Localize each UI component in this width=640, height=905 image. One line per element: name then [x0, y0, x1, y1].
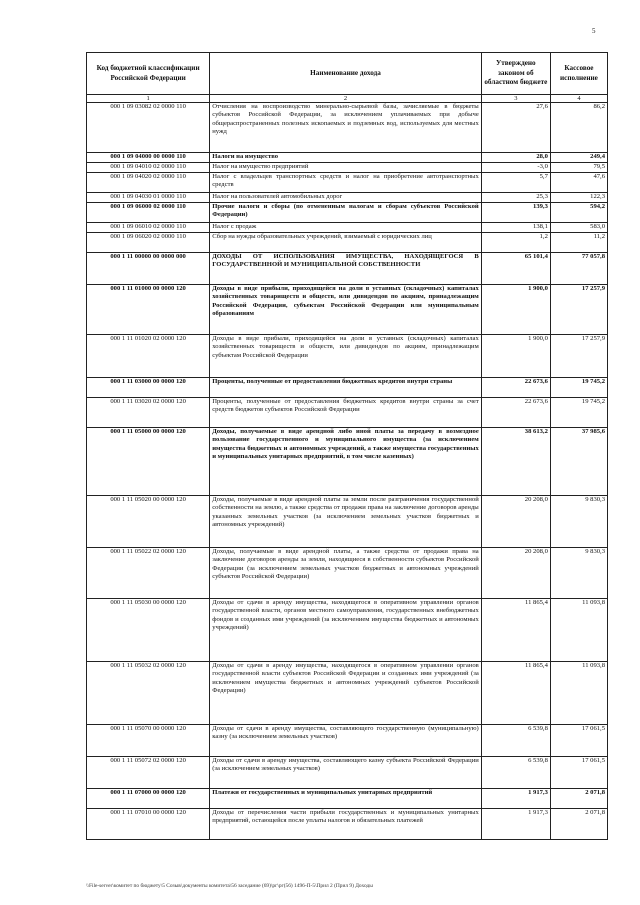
execution-amount-cell: 11 093,8	[550, 662, 607, 725]
table-row	[87, 757, 608, 789]
approved-amount-cell: 6 539,8	[481, 725, 550, 757]
revenue-name-cell: Отчисления на воспроизводство минерально-сырьевой базы, зачисляемые в бюджеты субъектов Российской Федерации, за исключением уплачиваемых при добыче общераспространенных полезных ископаемых и подземных вод, используемых для местных нужд	[210, 103, 482, 153]
approved-amount-cell: 1,2	[481, 233, 550, 253]
approved-amount-cell: 6 539,8	[481, 757, 550, 789]
approved-amount-cell: 5,7	[481, 173, 550, 193]
revenue-name-cell: Доходы от сдачи в аренду имущества, находящегося в оперативном управлении органов государственной власти, органов местного самоуправления, государственных внебюджетных фондов и созданных ими учреждений (за исключением имущества бюджетных и автономных учреждений)	[210, 599, 482, 662]
table-row	[87, 203, 608, 223]
execution-amount-cell: 122,3	[550, 193, 607, 203]
revenue-name-cell: Прочие налоги и сборы (по отмененным налогам и сборам субъектов Российской Федерации)	[210, 203, 482, 223]
approved-amount-cell: 11 865,4	[481, 599, 550, 662]
approved-amount-cell: 22 673,6	[481, 398, 550, 428]
column-number: 2	[210, 95, 482, 103]
budget-code-cell: 000 1 11 01020 02 0000 120	[87, 335, 210, 378]
revenue-name-cell: Доходы, получаемые в виде арендной платы, а также средства от продажи права на заключение договоров аренды за земли, находящиеся в собственности субъектов Российской Федерации (за исключением земельных участков бюджетных и автономных учреждений субъектов Российской Федерации)	[210, 548, 482, 599]
budget-code-cell: 000 1 11 03000 00 0000 120	[87, 378, 210, 398]
revenue-name-cell: ДОХОДЫ ОТ ИСПОЛЬЗОВАНИЯ ИМУЩЕСТВА, НАХОДЯЩЕГОСЯ В ГОСУДАРСТВЕННОЙ И МУНИЦИПАЛЬНОЙ СОБСТВЕННОСТИ	[210, 253, 482, 285]
execution-amount-cell: 37 985,6	[550, 428, 607, 496]
execution-amount-cell: 79,5	[550, 163, 607, 173]
budget-code-cell: 000 1 11 07010 00 0000 120	[87, 809, 210, 840]
file-path-footer: \\File-server\комитет по бюджету\5 Созыв\документы комитета\56 заседание (69)\рг\рг(56) 1496-П-5\Прил 2 (Прил 9) Доходы	[86, 883, 373, 889]
execution-amount-cell: 17 061,5	[550, 757, 607, 789]
revenue-name-cell: Доходы, получаемые в виде арендной либо иной платы за передачу в возмездное пользование государственного и муниципального имущества (за исключением имущества бюджетных и автономных учреждений, а также имущества государственных и муниципальных унитарных предприятий, в том числе казенных)	[210, 428, 482, 496]
table-row	[87, 398, 608, 428]
table-row	[87, 153, 608, 163]
execution-amount-cell: 17 257,9	[550, 335, 607, 378]
approved-amount-cell: 139,3	[481, 203, 550, 223]
header-code: Код бюджетной классификации Российской Федерации	[87, 53, 210, 95]
table-body	[87, 103, 608, 840]
budget-code-cell: 000 1 11 07000 00 0000 120	[87, 789, 210, 809]
table-row	[87, 789, 608, 809]
approved-amount-cell: 1 900,0	[481, 285, 550, 335]
revenue-name-cell: Доходы от сдачи в аренду имущества, находящегося в оперативном управлении органов государственной власти субъектов Российской Федерации и созданных ими учреждений (за исключением имущества бюджетных и автономных учреждений субъектов Российской Федерации)	[210, 662, 482, 725]
revenue-name-cell: Доходы от сдачи в аренду имущества, составляющего государственную (муниципальную) казну (за исключением земельных участков)	[210, 725, 482, 757]
approved-amount-cell: 27,6	[481, 103, 550, 153]
table-row	[87, 599, 608, 662]
revenue-name-cell: Доходы, получаемые в виде арендной платы за земли после разграничения государственной собственности на землю, а также средства от продажи права на заключение договоров аренды указанных земельных участков (за исключением земельных участков бюджетных и автономных учреждений)	[210, 496, 482, 548]
revenue-name-cell: Налог на имущество предприятий	[210, 163, 482, 173]
revenue-name-cell: Налог на пользователей автомобильных дорог	[210, 193, 482, 203]
budget-code-cell: 000 1 09 04010 02 0000 110	[87, 163, 210, 173]
column-number-row	[87, 95, 608, 103]
revenue-name-cell: Налог с владельцев транспортных средств и налог на приобретение автотранспортных средств	[210, 173, 482, 193]
budget-code-cell: 000 1 11 05072 02 0000 120	[87, 757, 210, 789]
revenue-name-cell: Доходы в виде прибыли, приходящейся на доли в уставных (складочных) капиталах хозяйственных товариществ и обществ, или дивидендов по акциям, принадлежащим субъектам Российской Федерации	[210, 335, 482, 378]
approved-amount-cell: 28,0	[481, 153, 550, 163]
approved-amount-cell: 38 613,2	[481, 428, 550, 496]
column-number: 3	[481, 95, 550, 103]
revenue-name-cell: Платежи от государственных и муниципальных унитарных предприятий	[210, 789, 482, 809]
revenue-name-cell: Сбор на нужды образовательных учреждений, взимаемый с юридических лиц	[210, 233, 482, 253]
table-row	[87, 233, 608, 253]
table-row	[87, 163, 608, 173]
execution-amount-cell: 77 057,8	[550, 253, 607, 285]
execution-amount-cell: 583,0	[550, 223, 607, 233]
table-row	[87, 285, 608, 335]
table-row	[87, 548, 608, 599]
budget-code-cell: 000 1 11 05022 02 0000 120	[87, 548, 210, 599]
execution-amount-cell: 11 093,8	[550, 599, 607, 662]
execution-amount-cell: 249,4	[550, 153, 607, 163]
approved-amount-cell: -3,0	[481, 163, 550, 173]
approved-amount-cell: 22 673,6	[481, 378, 550, 398]
table-row	[87, 496, 608, 548]
execution-amount-cell: 86,2	[550, 103, 607, 153]
budget-code-cell: 000 1 11 05000 00 0000 120	[87, 428, 210, 496]
table-row	[87, 662, 608, 725]
header-execution: Кассовое исполнение	[550, 53, 607, 95]
column-number: 4	[550, 95, 607, 103]
page-number: 5	[592, 27, 596, 35]
table-row	[87, 173, 608, 193]
execution-amount-cell: 19 745,2	[550, 378, 607, 398]
table-row	[87, 223, 608, 233]
approved-amount-cell: 20 208,0	[481, 496, 550, 548]
approved-amount-cell: 11 865,4	[481, 662, 550, 725]
table-row	[87, 335, 608, 378]
approved-amount-cell: 1 900,0	[481, 335, 550, 378]
revenue-name-cell: Проценты, полученные от предоставления бюджетных кредитов внутри страны за счет средств бюджетов субъектов Российской Федерации	[210, 398, 482, 428]
budget-code-cell: 000 1 11 00000 00 0000 000	[87, 253, 210, 285]
execution-amount-cell: 9 830,3	[550, 548, 607, 599]
budget-code-cell: 000 1 09 04020 02 0000 110	[87, 173, 210, 193]
table-row	[87, 253, 608, 285]
execution-amount-cell: 47,6	[550, 173, 607, 193]
budget-code-cell: 000 1 09 06020 02 0000 110	[87, 233, 210, 253]
budget-code-cell: 000 1 11 05020 00 0000 120	[87, 496, 210, 548]
budget-code-cell: 000 1 11 01000 00 0000 120	[87, 285, 210, 335]
execution-amount-cell: 17 061,5	[550, 725, 607, 757]
budget-code-cell: 000 1 11 05070 00 0000 120	[87, 725, 210, 757]
column-number: 1	[87, 95, 210, 103]
execution-amount-cell: 9 830,3	[550, 496, 607, 548]
table-row	[87, 428, 608, 496]
revenue-name-cell: Доходы от перечисления части прибыли государственных и муниципальных унитарных предприятий, остающейся после уплаты налогов и обязательных платежей	[210, 809, 482, 840]
execution-amount-cell: 19 745,2	[550, 398, 607, 428]
table-row	[87, 809, 608, 840]
execution-amount-cell: 594,2	[550, 203, 607, 223]
execution-amount-cell: 11,2	[550, 233, 607, 253]
budget-code-cell: 000 1 09 03082 02 0000 110	[87, 103, 210, 153]
table-row	[87, 378, 608, 398]
revenue-name-cell: Доходы от сдачи в аренду имущества, составляющего казну субъекта Российской Федерации (за исключением земельных участков)	[210, 757, 482, 789]
execution-amount-cell: 2 071,8	[550, 809, 607, 840]
approved-amount-cell: 65 101,4	[481, 253, 550, 285]
approved-amount-cell: 1 917,3	[481, 789, 550, 809]
approved-amount-cell: 1 917,3	[481, 809, 550, 840]
revenue-name-cell: Доходы в виде прибыли, приходящейся на доли в уставных (складочных) капиталах хозяйственных товариществ и обществ, или дивидендов по акциям, принадлежащим Российской Федерации, субъектам Российской Федерации или муниципальным образованиям	[210, 285, 482, 335]
revenue-name-cell: Проценты, полученные от предоставления бюджетных кредитов внутри страны	[210, 378, 482, 398]
budget-code-cell: 000 1 09 04030 01 0000 110	[87, 193, 210, 203]
approved-amount-cell: 20 208,0	[481, 548, 550, 599]
header-name: Наименование дохода	[210, 53, 482, 95]
header-approved: Утверждено законом об областном бюджете	[481, 53, 550, 95]
execution-amount-cell: 2 071,8	[550, 789, 607, 809]
budget-code-cell: 000 1 11 05032 02 0000 120	[87, 662, 210, 725]
revenue-name-cell: Налог с продаж	[210, 223, 482, 233]
approved-amount-cell: 25,3	[481, 193, 550, 203]
table-header-row	[87, 53, 608, 95]
table-row	[87, 193, 608, 203]
table-row	[87, 103, 608, 153]
execution-amount-cell: 17 257,9	[550, 285, 607, 335]
budget-code-cell: 000 1 09 06000 02 0000 110	[87, 203, 210, 223]
revenue-table	[86, 52, 608, 840]
budget-code-cell: 000 1 11 03020 02 0000 120	[87, 398, 210, 428]
revenue-name-cell: Налоги на имущество	[210, 153, 482, 163]
budget-code-cell: 000 1 11 05030 00 0000 120	[87, 599, 210, 662]
budget-code-cell: 000 1 09 06010 02 0000 110	[87, 223, 210, 233]
table-row	[87, 725, 608, 757]
approved-amount-cell: 138,1	[481, 223, 550, 233]
budget-code-cell: 000 1 09 04000 00 0000 110	[87, 153, 210, 163]
